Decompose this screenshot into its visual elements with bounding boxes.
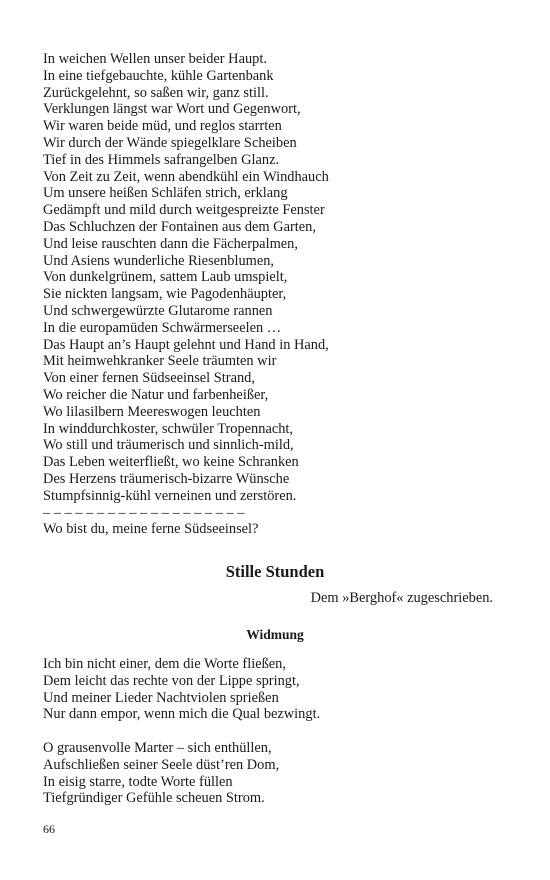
poem-continuation (43, 51, 513, 538)
section-title: Stille Stunden (225, 562, 325, 581)
poem-line: In winddurchkoster, schwüler Tropennacht, (43, 420, 294, 437)
poem-line: Ich bin nicht einer, dem die Worte fließen, (43, 656, 286, 672)
page-number: 66 (43, 822, 55, 836)
poem-line: In weichen Wellen unser beider Haupt. (43, 51, 267, 67)
poem-line: Dem leicht das rechte von der Lippe springt, (43, 672, 300, 689)
poem-line: Nur dann empor, wenn mich die Qual bezwingt. (43, 706, 321, 723)
poem-line: Um unsere heißen Schläfen strich, erklang (43, 185, 288, 202)
poem-line: Tief in des Himmels safrangelben Glanz. (43, 151, 280, 168)
poem-line: Und Asiens wunderliche Riesenblumen, (43, 252, 275, 269)
poem-line: Wo reicher die Natur und farbenheißer, (43, 386, 269, 403)
poem-line: Tiefgründiger Gefühle scheuen Strom. (43, 790, 265, 807)
poem-line: Wo still und träumerisch und sinnlich-mild, (43, 437, 294, 454)
poem-line: Das Haupt an’s Haupt gelehnt und Hand in Hand, (43, 336, 329, 353)
poem-line: Wo bist du, meine ferne Südseeinsel? (43, 521, 259, 538)
poem-line: In eisig starre, todte Worte füllen (43, 773, 233, 790)
poem-line: Wir durch der Wände spiegelklare Scheiben (43, 134, 297, 151)
poem-line: Von einer fernen Südseeinsel Strand, (43, 370, 255, 387)
poem-line: Gedämpft und mild durch weitgespreizte Fenster (43, 202, 325, 219)
dedication-line: Dem »Berghof« zugeschrieben. (310, 590, 493, 606)
poem-line: Stumpfsinnig-kühl verneinen und zerstören. (43, 487, 297, 504)
poem-line: Und schwergewürzte Glutarome rannen (43, 302, 273, 319)
stanza-2 (43, 740, 513, 807)
poem-line: In die europamüden Schwärmerseelen … (43, 319, 282, 336)
poem-line: Aufschließen seiner Seele düst’ren Dom, (43, 756, 280, 773)
poem-line: – – – – – – – – – – – – – – – – – – – (43, 504, 245, 521)
poem-line: O grausenvolle Marter – sich enthüllen, (43, 740, 272, 756)
poem-line: Sie nickten langsam, wie Pagodenhäupter, (43, 286, 287, 303)
poem-line: Das Leben weiterfließt, wo keine Schranken (43, 454, 299, 471)
poem-line: Verklungen längst war Wort und Gegenwort, (43, 101, 301, 118)
poem-line: Des Herzens träumerisch-bizarre Wünsche (43, 470, 290, 487)
poem-line: Das Schluchzen der Fontainen aus dem Garten, (43, 218, 316, 235)
poem-line: In eine tiefgebauchte, kühle Gartenbank (43, 67, 274, 84)
poem-subtitle: Widmung (246, 627, 304, 642)
poem-line: Von Zeit zu Zeit, wenn abendkühl ein Windhauch (43, 168, 329, 185)
poem-line: Und meiner Lieder Nachtviolen sprießen (43, 689, 279, 706)
poem-line: Wo lilasilbern Meereswogen leuchten (43, 403, 261, 420)
poem-line: Wir waren beide müd, und reglos starrten (43, 118, 282, 135)
poem-line: Von dunkelgrünem, sattem Laub umspielt, (43, 269, 288, 286)
poem-line: Und leise rauschten dann die Fächerpalmen, (43, 235, 298, 252)
stanza-1 (43, 656, 513, 723)
poem-line: Mit heimwehkranker Seele träumten wir (43, 353, 277, 370)
poem-line: Zurückgelehnt, so saßen wir, ganz still. (43, 84, 269, 101)
